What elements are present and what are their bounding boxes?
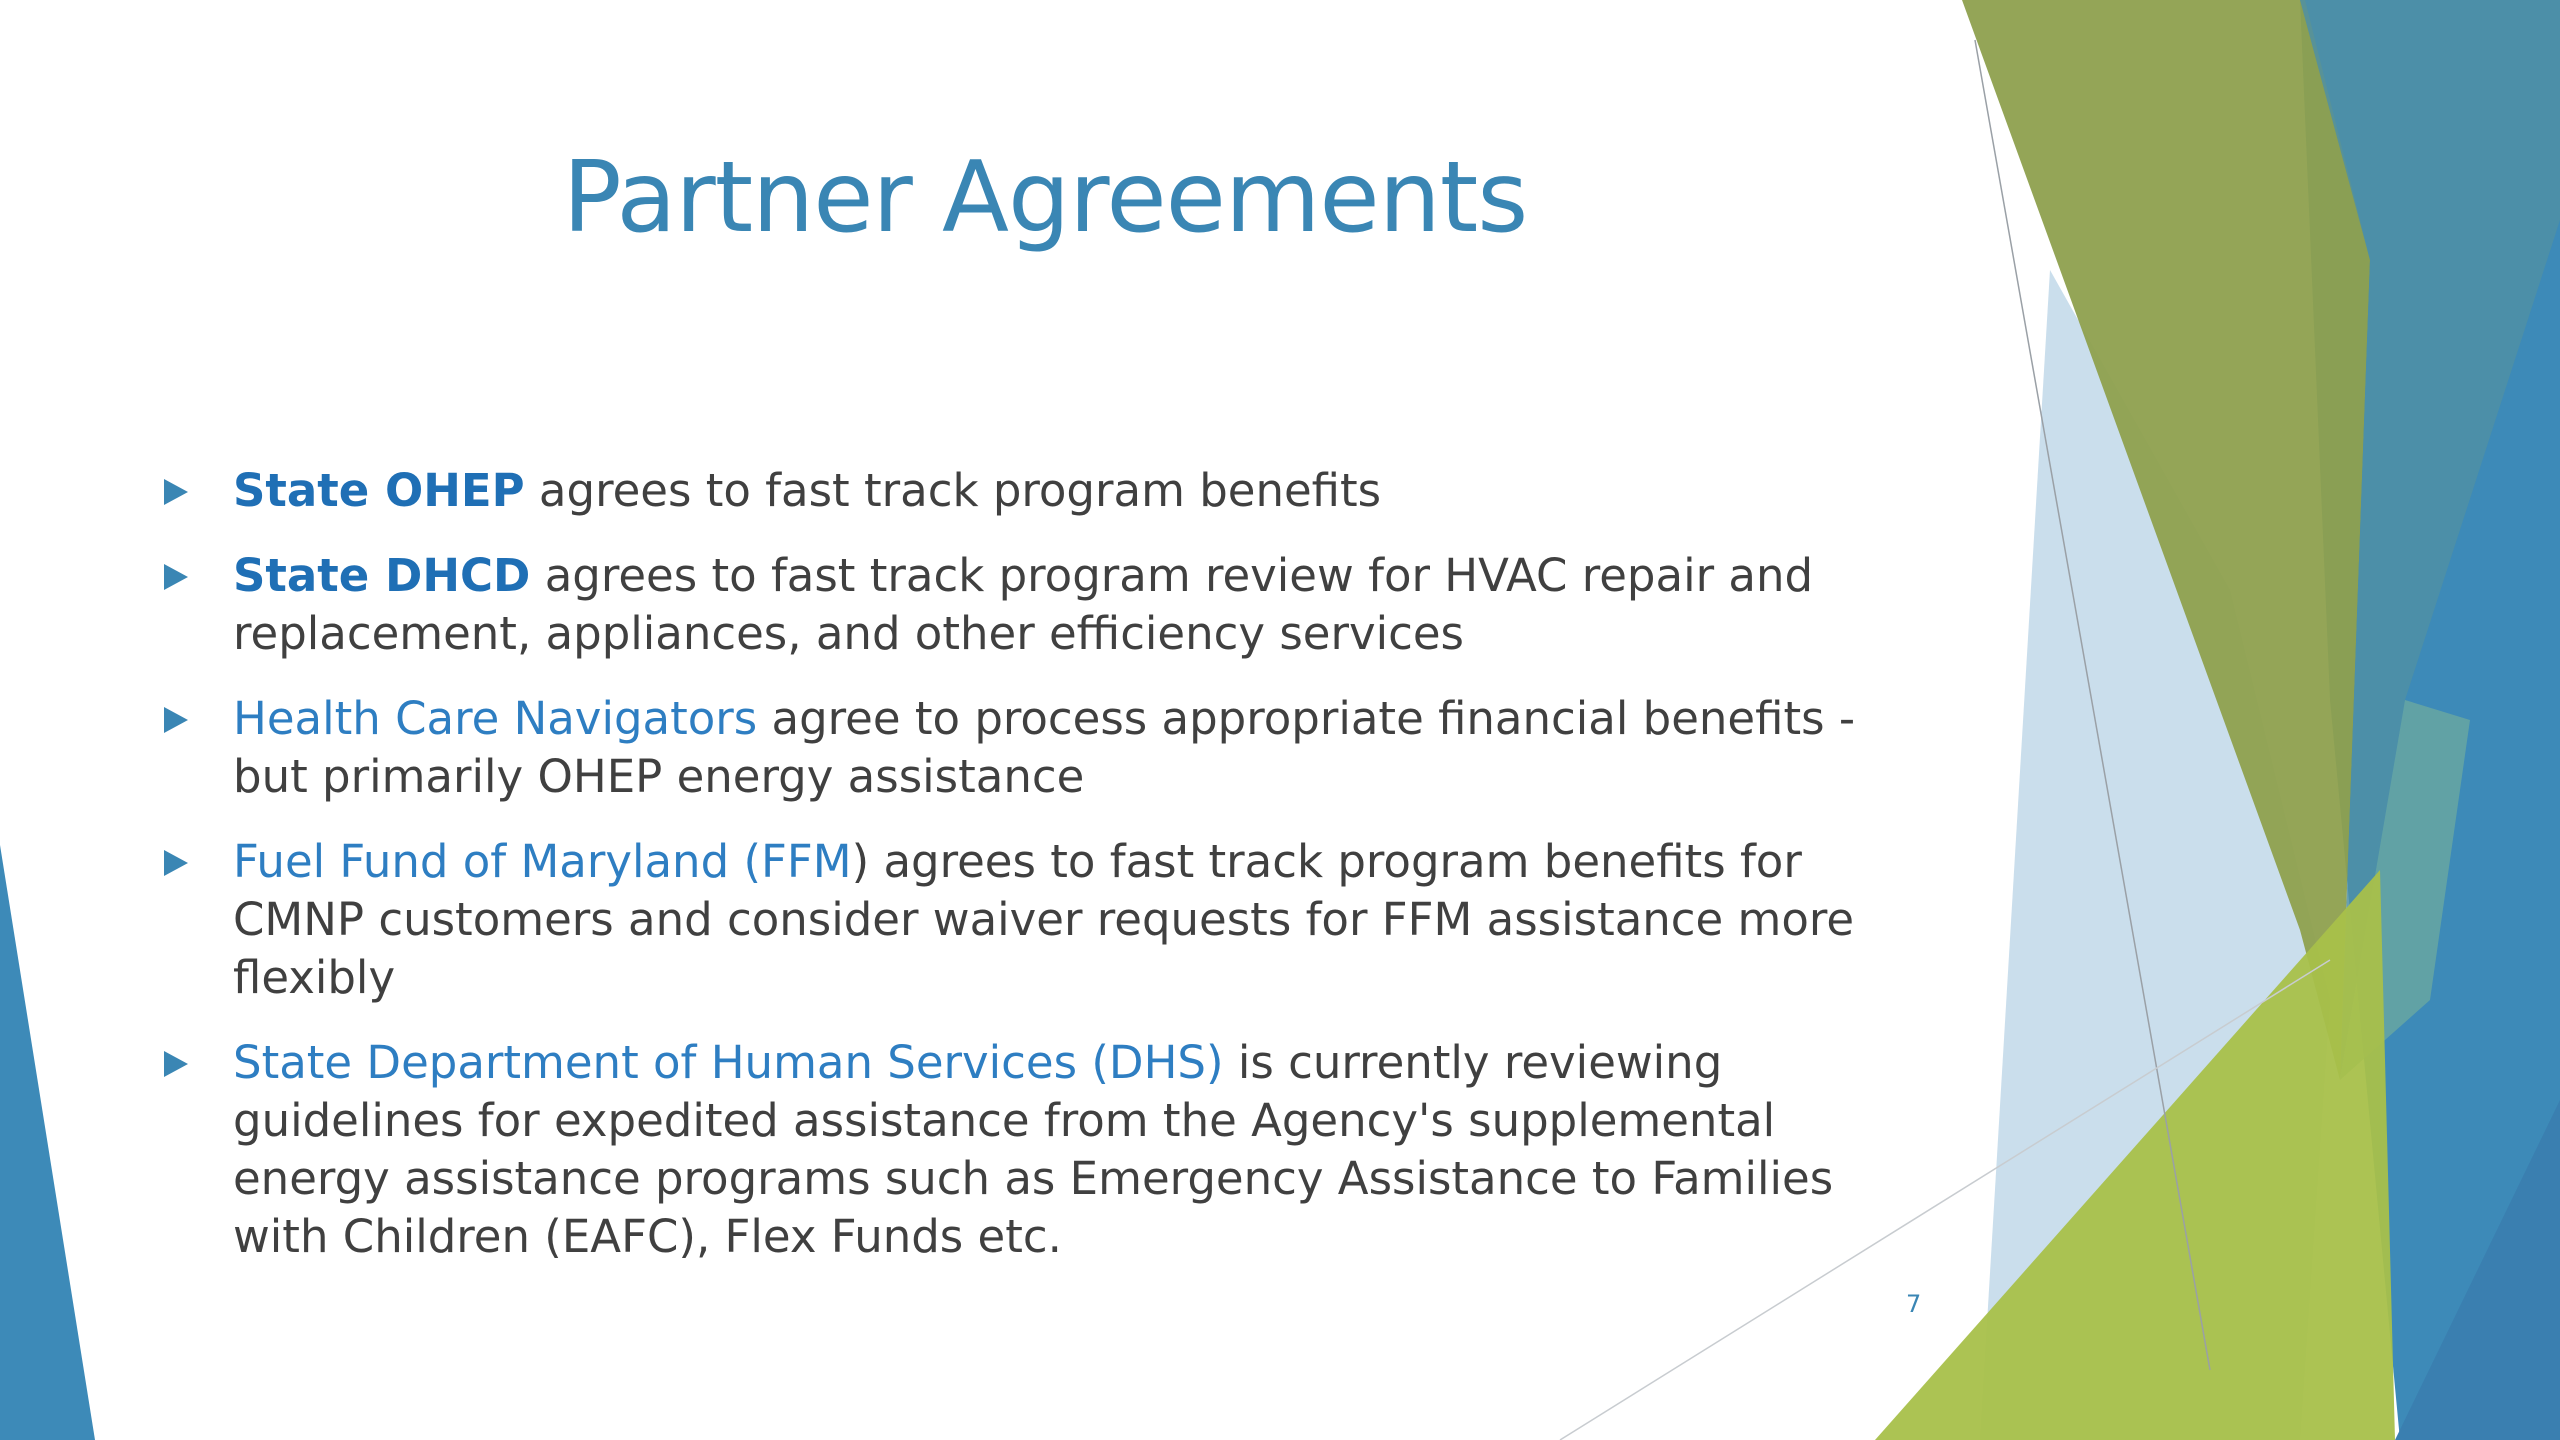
bullet-item-state-dhs (160, 1034, 1900, 1266)
bullet-lead-text: Health Care Navigators (233, 692, 758, 745)
bullet-item-state-ohep (160, 462, 1900, 520)
bullet-lead-text: State DHCD (233, 549, 531, 602)
triangle-bullet-icon (164, 1051, 188, 1077)
bullet-lead-text: State OHEP (233, 464, 525, 517)
bullet-lead-text: State Department of Human Services (DHS) (233, 1036, 1224, 1089)
bullet-body-text: ) agrees to fast track program benefits for CMNP customers and consider waiver requests for FFM assistance more flexibly (233, 835, 1855, 1004)
bullet-item-health-care-navigators (160, 690, 1900, 806)
bullet-body-text: agree to process appropriate financial benefits - but primarily OHEP energy assistance (233, 692, 1856, 803)
left-blue-wedge (0, 845, 95, 1440)
slide-title: Partner Agreements (562, 141, 1528, 255)
triangle-bullet-icon (164, 707, 188, 733)
bullet-item-state-dhcd (160, 547, 1900, 663)
triangle-bullet-icon (164, 479, 188, 505)
triangle-bullet-icon (164, 850, 188, 876)
bullet-item-fuel-fund (160, 833, 1900, 1007)
bullet-list (160, 462, 1900, 1293)
bullet-body-text: agrees to fast track program review for HVAC repair and replacement, appliances, and other efficiency services (233, 549, 1814, 660)
bullet-body-text: is currently reviewing guidelines for expedited assistance from the Agency's supplemental energy assistance programs such as Emergency Assistance to Families with Children (EAFC), Flex Funds etc. (233, 1036, 1834, 1263)
page-number: 7 (1906, 1290, 1922, 1318)
bullet-lead-text: Fuel Fund of Maryland (FFM (233, 835, 852, 888)
bullet-body-text: agrees to fast track program benefits (524, 464, 1382, 517)
triangle-bullet-icon (164, 564, 188, 590)
